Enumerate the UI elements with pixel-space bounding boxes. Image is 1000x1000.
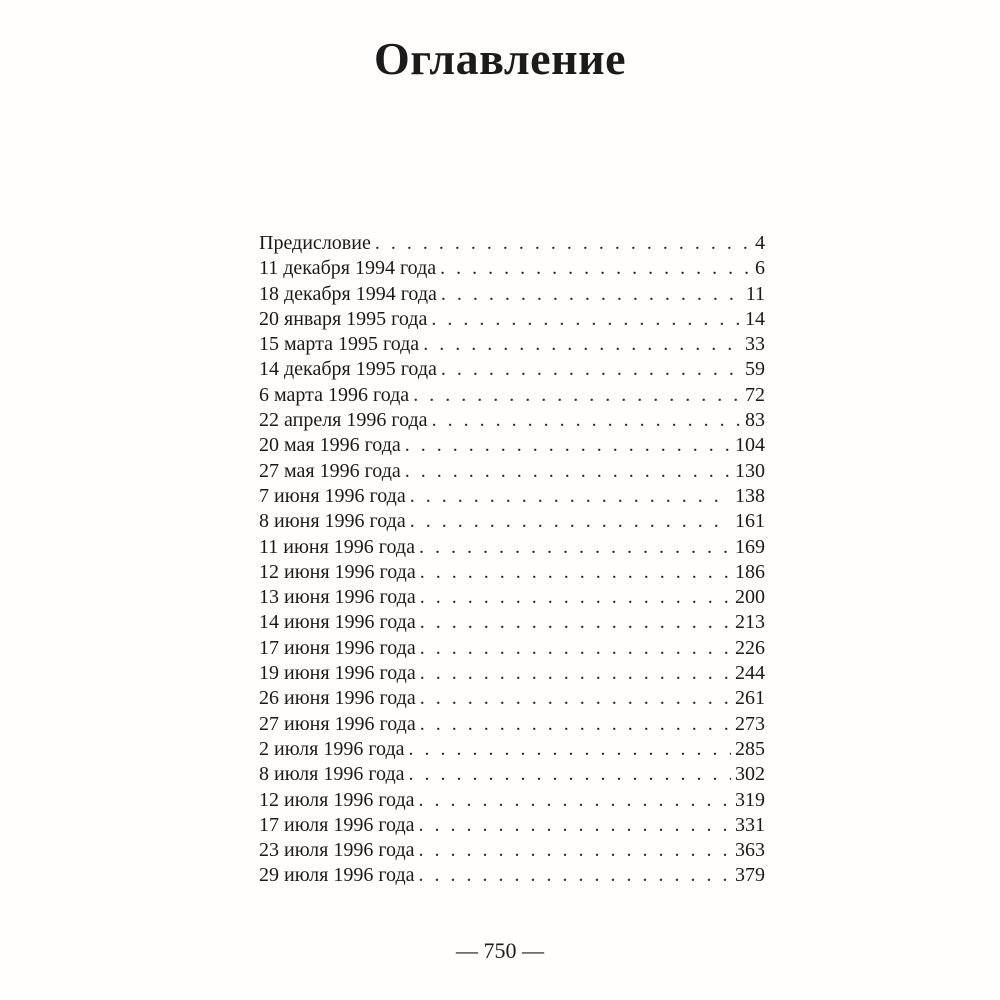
toc-entry-title: 20 января 1995 года — [259, 307, 428, 330]
toc-entry — [259, 762, 765, 787]
toc-entry-title: 29 июля 1996 года — [259, 864, 415, 887]
toc-entry-page: 130 — [735, 459, 765, 482]
toc-entry-page: 138 — [735, 484, 765, 507]
toc-dot-leader — [405, 459, 731, 484]
toc-dot-leader — [410, 509, 731, 534]
toc-entry-page: 331 — [735, 813, 765, 836]
toc-entry-title: 2 июля 1996 года — [259, 737, 405, 760]
toc-entry-page: 244 — [735, 662, 765, 685]
toc-entry-page: 11 — [745, 282, 765, 305]
toc-entry-title: 18 декабря 1994 года — [259, 282, 437, 305]
toc-entry-title: 12 июля 1996 года — [259, 788, 415, 811]
toc-entry-page: 169 — [735, 535, 765, 558]
toc-entry-page: 14 — [745, 307, 765, 330]
toc-entry — [259, 459, 765, 484]
toc-entry-page: 363 — [735, 839, 765, 862]
toc-dot-leader — [410, 484, 731, 509]
toc-entry-title: 8 июня 1996 года — [259, 510, 406, 533]
toc-dot-leader — [413, 383, 741, 408]
toc-entry-page: 273 — [735, 712, 765, 735]
toc-entry-title: 6 марта 1996 года — [259, 383, 410, 406]
toc-entry-title: 15 марта 1995 года — [259, 333, 420, 356]
toc-entry — [259, 231, 765, 256]
toc-entry-page: 186 — [735, 560, 765, 583]
toc-entry-page: 4 — [755, 232, 765, 254]
toc-entry-title: 27 мая 1996 года — [259, 459, 401, 482]
toc-entry-page: 285 — [735, 737, 765, 760]
toc-entry — [259, 332, 765, 357]
toc-entry-page: 213 — [735, 611, 765, 634]
toc-dot-leader — [420, 661, 731, 686]
toc-dot-leader — [409, 737, 731, 762]
toc-entry — [259, 813, 765, 838]
toc-entry — [259, 560, 765, 585]
toc-entry-page: 302 — [735, 763, 765, 786]
toc-entry-title: 17 июля 1996 года — [259, 813, 415, 836]
toc-entry-page: 33 — [745, 333, 765, 356]
toc-entry-title: 22 апреля 1996 года — [259, 409, 428, 432]
page-number: — 750 — — [456, 938, 544, 963]
toc-dot-leader — [420, 686, 731, 711]
toc-dot-leader — [420, 585, 731, 610]
toc-dot-leader — [420, 560, 731, 585]
table-of-contents — [259, 231, 765, 889]
toc-entry-page: 59 — [745, 358, 765, 381]
toc-dot-leader — [432, 408, 741, 433]
toc-entry — [259, 737, 765, 762]
toc-entry-page: 200 — [735, 586, 765, 609]
toc-dot-leader — [419, 535, 731, 560]
toc-dot-leader — [431, 307, 741, 332]
toc-entry-title: 11 декабря 1994 года — [259, 257, 437, 280]
toc-entry-title: 12 июня 1996 года — [259, 560, 416, 583]
toc-entry — [259, 712, 765, 737]
toc-entry-page: 161 — [735, 510, 765, 533]
toc-dot-leader — [419, 788, 731, 813]
toc-entry — [259, 282, 765, 307]
toc-entry — [259, 307, 765, 332]
toc-entry-title: 19 июня 1996 года — [259, 662, 416, 685]
toc-entry — [259, 788, 765, 813]
toc-entry — [259, 610, 765, 635]
toc-entry — [259, 535, 765, 560]
toc-entry — [259, 408, 765, 433]
toc-dot-leader — [420, 636, 731, 661]
toc-entry-title: 26 июня 1996 года — [259, 687, 416, 710]
toc-entry-title: 14 декабря 1995 года — [259, 358, 437, 381]
toc-entry — [259, 509, 765, 534]
toc-entry — [259, 585, 765, 610]
toc-entry — [259, 636, 765, 661]
toc-entry-page: 379 — [735, 864, 765, 887]
toc-dot-leader — [375, 231, 751, 256]
toc-entry-page: 226 — [735, 636, 765, 659]
toc-dot-leader — [420, 610, 731, 635]
toc-entry-title: 8 июля 1996 года — [259, 763, 405, 786]
toc-entry-title: 27 июня 1996 года — [259, 712, 416, 735]
toc-entry — [259, 863, 765, 888]
toc-entry-title: 11 июня 1996 года — [259, 535, 415, 558]
toc-dot-leader — [409, 762, 731, 787]
toc-dot-leader — [441, 357, 741, 382]
toc-entry-title: 20 мая 1996 года — [259, 434, 401, 457]
toc-dot-leader — [419, 863, 731, 888]
toc-entry — [259, 661, 765, 686]
toc-entry-title: 7 июня 1996 года — [259, 484, 406, 507]
toc-entry-page: 72 — [745, 383, 765, 406]
toc-entry — [259, 484, 765, 509]
toc-entry-title: Предисловие — [259, 232, 371, 254]
toc-dot-leader — [419, 838, 731, 863]
toc-dot-leader — [420, 712, 731, 737]
toc-entry-page: 104 — [735, 434, 765, 457]
toc-entry-title: 14 июня 1996 года — [259, 611, 416, 634]
page-title: Оглавление — [373, 33, 627, 84]
toc-entry-page: 261 — [735, 687, 765, 710]
toc-dot-leader — [405, 433, 731, 458]
toc-dot-leader — [419, 813, 731, 838]
toc-dot-leader — [440, 256, 751, 281]
toc-entry-page: 83 — [745, 409, 765, 432]
toc-dot-leader — [423, 332, 741, 357]
toc-dot-leader — [441, 282, 742, 307]
toc-entry-title: 23 июля 1996 года — [259, 839, 415, 862]
toc-entry — [259, 686, 765, 711]
toc-entry — [259, 838, 765, 863]
toc-entry — [259, 383, 765, 408]
toc-entry-title: 13 июня 1996 года — [259, 586, 416, 609]
toc-entry-page: 6 — [755, 257, 765, 280]
toc-entry-title: 17 июня 1996 года — [259, 636, 416, 659]
toc-entry — [259, 357, 765, 382]
toc-entry — [259, 433, 765, 458]
toc-entry — [259, 256, 765, 281]
toc-entry-page: 319 — [735, 788, 765, 811]
